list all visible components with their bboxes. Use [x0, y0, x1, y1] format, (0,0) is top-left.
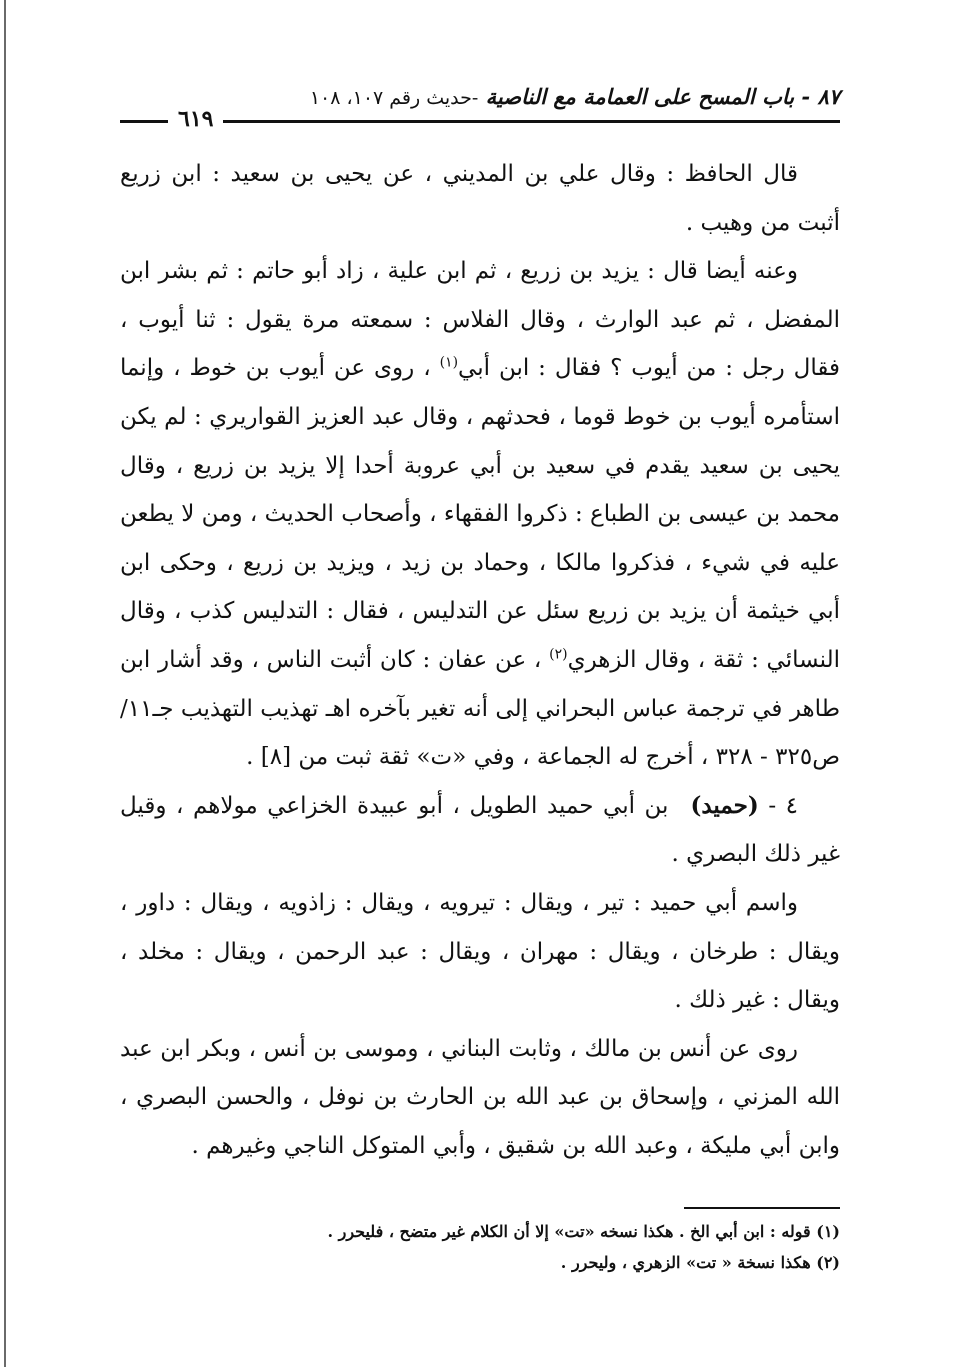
paragraph-1: قال الحافظ : وقال علي بن المديني ، عن يحيى بن سعيد : ابن زريع أثبت من وهيب .: [120, 161, 840, 236]
paragraph-3: [120, 782, 840, 879]
paragraph-2-part-c: ، عن عفان : كان أثبت الناس ، وقد أشار ابن طاهر في ترجمة عباس البحراني إلى أنه تغير بآخره اهـ تهذيب التهذيب جـ١١/ ص٣٢٥ - ٣٢٨ ، أخرج له الجماعة ، وفي «ت» ثقة ثبت من [٨] .: [120, 646, 840, 771]
main-text: [120, 150, 840, 1170]
entry-name: (حميد): [690, 791, 759, 819]
paragraph-4: واسم أبي حميد : تير ، ويقال : تيرويه ، ويقال : زاذويه ، ويقال : داور ، ويقال : طرخان ، ويقال : مهران ، ويقال : عبد الرحمن ، ويقال : مخلد ، ويقال : غير ذلك .: [120, 889, 840, 1014]
footnote-2: (٢) هكذا نسخة « تت» الزهري ، وليحرر .: [560, 1253, 840, 1272]
paragraph-2-part-b: ، روى عن أيوب بن خوط ، وإنما استأمره أيوب بن خوط قوما ، فحدثهم ، وقال عبد العزيز القواريري : لم يكن يحيى بن سعيد يقدم في سعيد بن أبي عروبة أحدا إلا يزيد بن زريع ، وقال محمد بن عيسى بن الطباع : ذكروا الفقهاء ، وأصحاب الحديث ، ومن لا يطعن عليه في شيء ، فذكروا مالكا ، وحماد بن زيد ، ويزيد بن زريع ، وحكى ابن أبي خيثمة أن يزيد بن زريع سئل عن التدليس ، فقال : التدليس كذب ، وقال النسائي : ثقة ، وقال الزهري: [120, 355, 840, 673]
page-edge-line: [4, 0, 6, 1367]
footnotes: [120, 1216, 840, 1278]
hadith-reference: -حديث رقم ١٠٧، ١٠٨: [309, 87, 479, 109]
chapter-title-text: ٨٧ - باب المسح على العمامة مع الناصية: [485, 84, 840, 109]
running-header: [120, 82, 840, 132]
entry-description: بن أبي حميد الطويل ، أبو عبيدة الخزاعي مولاهم ، وقيل غير ذلك البصري .: [120, 792, 840, 868]
entry-number: ٤ -: [768, 792, 798, 819]
chapter-title: [310, 82, 840, 113]
paragraph-2-part-a: وعنه أيضا قال : يزيد بن زريع ، ثم ابن علية ، زاد أبو حاتم : ثم بشر ابن المفضل ، ثم عبد الوارث ، وقال الفلاس : سمعته مرة يقول : ثنا أيوب ، فقال رجل : من أيوب ؟ فقال : ابن أبي: [120, 258, 840, 382]
header-rule: [120, 120, 840, 123]
footnote-ref-2: (٢): [549, 646, 568, 663]
page-number: ٦١٩: [168, 104, 223, 134]
footnote-divider: [684, 1207, 840, 1209]
paragraph-5: روى عن أنس بن مالك ، وثابت البناني ، وموسى بن أنس ، وبكر ابن عبد الله المزني ، وإسحاق بن عبد الله بن الحارث بن نوفل ، والحسن البصري ، وابن أبي مليكة ، وعبد الله بن شقيق ، وأبي المتوكل الناجي وغيرهم .: [120, 1035, 840, 1159]
paragraph-2: [120, 247, 840, 782]
footnote-1: (١) قوله : ابن أبي الخ . هكذا نسخه «تت» إلا أن الكلام غير متضح ، فليحرر .: [327, 1222, 840, 1241]
footnote-ref-1: (١): [439, 354, 459, 371]
